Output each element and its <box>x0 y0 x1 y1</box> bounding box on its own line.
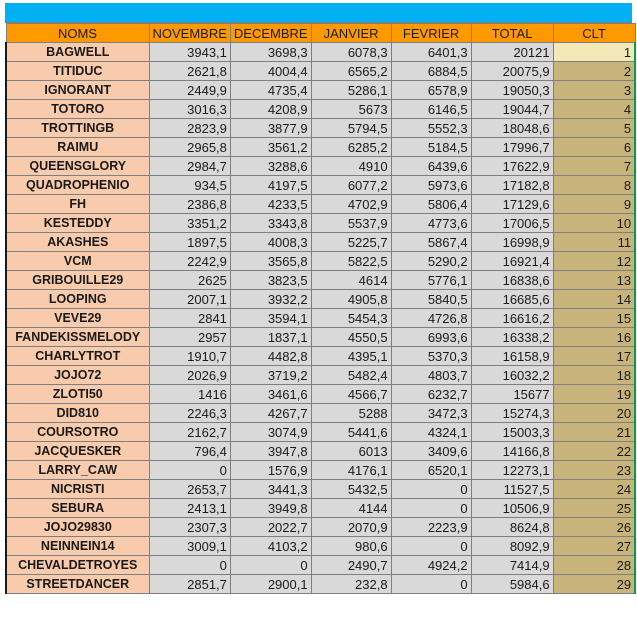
header-fevrier[interactable]: FEVRIER <box>391 24 471 43</box>
cell-total[interactable]: 15274,3 <box>471 404 553 423</box>
cell-name[interactable]: FANDEKISSMELODY <box>6 328 149 347</box>
table-row <box>6 499 635 518</box>
cell-fevrier[interactable]: 5776,1 <box>391 271 471 290</box>
cell-decembre[interactable]: 3441,3 <box>230 480 311 499</box>
cell-novembre[interactable]: 1897,5 <box>149 233 230 252</box>
cell-janvier[interactable]: 4566,7 <box>311 385 391 404</box>
cell-total[interactable]: 17622,9 <box>471 157 553 176</box>
cell-name[interactable]: LARRY_CAW <box>6 461 149 480</box>
cell-fevrier[interactable]: 5973,6 <box>391 176 471 195</box>
cell-name[interactable]: KESTEDDY <box>6 214 149 233</box>
cell-name[interactable]: TROTTINGB <box>6 119 149 138</box>
cell-name[interactable]: NEINNEIN14 <box>6 537 149 556</box>
cell-total[interactable]: 15003,3 <box>471 423 553 442</box>
cell-novembre[interactable]: 2413,1 <box>149 499 230 518</box>
cell-janvier[interactable]: 232,8 <box>311 575 391 594</box>
cell-total[interactable]: 17129,6 <box>471 195 553 214</box>
cell-novembre[interactable]: 2307,3 <box>149 518 230 537</box>
cell-novembre[interactable]: 3009,1 <box>149 537 230 556</box>
cell-janvier[interactable]: 5288 <box>311 404 391 423</box>
cell-fevrier[interactable]: 6520,1 <box>391 461 471 480</box>
table-row <box>6 157 635 176</box>
table-row <box>6 252 635 271</box>
cell-clt[interactable]: 13 <box>553 271 635 290</box>
table-row <box>6 366 635 385</box>
cell-total[interactable]: 16921,4 <box>471 252 553 271</box>
table-row <box>6 309 635 328</box>
cell-name[interactable]: CHEVALDETROYES <box>6 556 149 575</box>
cell-decembre[interactable]: 0 <box>230 556 311 575</box>
table-row <box>6 176 635 195</box>
table-row <box>6 404 635 423</box>
cell-total[interactable]: 14166,8 <box>471 442 553 461</box>
cell-total[interactable]: 16998,9 <box>471 233 553 252</box>
cell-novembre[interactable]: 2957 <box>149 328 230 347</box>
cell-decembre[interactable]: 3461,6 <box>230 385 311 404</box>
table-row <box>6 119 635 138</box>
cell-name[interactable]: ZLOTI50 <box>6 385 149 404</box>
cell-name[interactable]: NICRISTI <box>6 480 149 499</box>
cell-janvier[interactable]: 5794,5 <box>311 119 391 138</box>
table-row <box>6 290 635 309</box>
cell-name[interactable]: IGNORANT <box>6 81 149 100</box>
cell-fevrier[interactable]: 6884,5 <box>391 62 471 81</box>
cell-total[interactable]: 7414,9 <box>471 556 553 575</box>
cell-total[interactable]: 16685,6 <box>471 290 553 309</box>
cell-fevrier[interactable]: 4924,2 <box>391 556 471 575</box>
cell-clt[interactable]: 24 <box>553 480 635 499</box>
cell-total[interactable]: 16158,9 <box>471 347 553 366</box>
cell-janvier[interactable]: 5225,7 <box>311 233 391 252</box>
cell-clt[interactable]: 16 <box>553 328 635 347</box>
cell-total[interactable]: 19050,3 <box>471 81 553 100</box>
cell-name[interactable]: TITIDUC <box>6 62 149 81</box>
cell-total[interactable]: 20121 <box>471 43 553 62</box>
header-decembre[interactable]: DECEMBRE <box>230 24 311 43</box>
cell-total[interactable]: 15677 <box>471 385 553 404</box>
cell-janvier[interactable]: 5537,9 <box>311 214 391 233</box>
cell-novembre[interactable]: 2162,7 <box>149 423 230 442</box>
cell-novembre[interactable]: 2246,3 <box>149 404 230 423</box>
cell-name[interactable]: DID810 <box>6 404 149 423</box>
cell-decembre[interactable]: 4735,4 <box>230 81 311 100</box>
table-row <box>6 195 635 214</box>
cell-total[interactable]: 20075,9 <box>471 62 553 81</box>
cell-fevrier[interactable]: 6578,9 <box>391 81 471 100</box>
cell-fevrier[interactable]: 2223,9 <box>391 518 471 537</box>
cell-name[interactable]: TOTORO <box>6 100 149 119</box>
cell-decembre[interactable]: 3698,3 <box>230 43 311 62</box>
header-total[interactable]: TOTAL <box>471 24 553 43</box>
cell-fevrier[interactable]: 6232,7 <box>391 385 471 404</box>
cell-fevrier[interactable]: 5867,4 <box>391 233 471 252</box>
cell-janvier[interactable]: 4144 <box>311 499 391 518</box>
cell-name[interactable]: GRIBOUILLE29 <box>6 271 149 290</box>
cell-clt[interactable]: 3 <box>553 81 635 100</box>
cell-janvier[interactable]: 5454,3 <box>311 309 391 328</box>
table-row <box>6 480 635 499</box>
cell-clt[interactable]: 22 <box>553 442 635 461</box>
cell-clt[interactable]: 7 <box>553 157 635 176</box>
cell-fevrier[interactable]: 4726,8 <box>391 309 471 328</box>
cell-novembre[interactable]: 934,5 <box>149 176 230 195</box>
cell-decembre[interactable]: 3561,2 <box>230 138 311 157</box>
table-row <box>6 138 635 157</box>
cell-decembre[interactable]: 3565,8 <box>230 252 311 271</box>
cell-total[interactable]: 17006,5 <box>471 214 553 233</box>
cell-novembre[interactable]: 1910,7 <box>149 347 230 366</box>
cell-name[interactable]: FH <box>6 195 149 214</box>
cell-novembre[interactable]: 2621,8 <box>149 62 230 81</box>
cell-novembre[interactable]: 2007,1 <box>149 290 230 309</box>
table-row <box>6 518 635 537</box>
table-row <box>6 556 635 575</box>
cell-fevrier[interactable]: 3472,3 <box>391 404 471 423</box>
table-row <box>6 43 635 62</box>
table-row <box>6 575 635 594</box>
cell-name[interactable]: STREETDANCER <box>6 575 149 594</box>
cell-total[interactable]: 19044,7 <box>471 100 553 119</box>
cell-clt[interactable]: 2 <box>553 62 635 81</box>
cell-decembre[interactable]: 3288,6 <box>230 157 311 176</box>
cell-total[interactable]: 16338,2 <box>471 328 553 347</box>
cell-total[interactable]: 16032,2 <box>471 366 553 385</box>
table-row <box>6 328 635 347</box>
cell-name[interactable]: AKASHES <box>6 233 149 252</box>
cell-fevrier[interactable]: 0 <box>391 480 471 499</box>
cell-decembre[interactable]: 4208,9 <box>230 100 311 119</box>
table-row <box>6 62 635 81</box>
cell-novembre[interactable]: 0 <box>149 461 230 480</box>
table-row <box>6 81 635 100</box>
cell-total[interactable]: 17182,8 <box>471 176 553 195</box>
cell-fevrier[interactable]: 5370,3 <box>391 347 471 366</box>
cell-decembre[interactable]: 3947,8 <box>230 442 311 461</box>
cell-janvier[interactable]: 2070,9 <box>311 518 391 537</box>
header-janvier[interactable]: JANVIER <box>311 24 391 43</box>
cell-janvier[interactable]: 5432,5 <box>311 480 391 499</box>
cell-name[interactable]: VCM <box>6 252 149 271</box>
cell-clt[interactable]: 20 <box>553 404 635 423</box>
cell-decembre[interactable]: 4197,5 <box>230 176 311 195</box>
table-row <box>6 347 635 366</box>
cell-clt[interactable]: 25 <box>553 499 635 518</box>
cell-total[interactable]: 8624,8 <box>471 518 553 537</box>
cell-fevrier[interactable]: 6993,6 <box>391 328 471 347</box>
header-novembre[interactable]: NOVEMBRE <box>149 24 230 43</box>
cell-decembre[interactable]: 3932,2 <box>230 290 311 309</box>
cell-decembre[interactable]: 4233,5 <box>230 195 311 214</box>
cell-novembre[interactable]: 2242,9 <box>149 252 230 271</box>
cell-decembre[interactable]: 4004,4 <box>230 62 311 81</box>
cell-decembre[interactable]: 3949,8 <box>230 499 311 518</box>
cell-clt[interactable]: 21 <box>553 423 635 442</box>
cell-fevrier[interactable]: 5840,5 <box>391 290 471 309</box>
table-row <box>6 461 635 480</box>
cell-name[interactable]: CHARLYTROT <box>6 347 149 366</box>
cell-clt[interactable]: 29 <box>553 575 635 594</box>
cell-janvier[interactable]: 5673 <box>311 100 391 119</box>
cell-janvier[interactable]: 4550,5 <box>311 328 391 347</box>
cell-janvier[interactable]: 4905,8 <box>311 290 391 309</box>
cell-decembre[interactable]: 3343,8 <box>230 214 311 233</box>
cell-clt[interactable]: 4 <box>553 100 635 119</box>
cell-fevrier[interactable]: 6401,3 <box>391 43 471 62</box>
cell-janvier[interactable]: 980,6 <box>311 537 391 556</box>
cell-fevrier[interactable]: 5806,4 <box>391 195 471 214</box>
cell-clt[interactable]: 6 <box>553 138 635 157</box>
cell-novembre[interactable]: 2449,9 <box>149 81 230 100</box>
table-row <box>6 423 635 442</box>
cell-fevrier[interactable]: 0 <box>391 499 471 518</box>
cell-fevrier[interactable]: 5552,3 <box>391 119 471 138</box>
table-row <box>6 271 635 290</box>
cell-clt[interactable]: 9 <box>553 195 635 214</box>
cell-fevrier[interactable]: 4324,1 <box>391 423 471 442</box>
cell-name[interactable]: BAGWELL <box>6 43 149 62</box>
cell-decembre[interactable]: 4103,2 <box>230 537 311 556</box>
cell-clt[interactable]: 15 <box>553 309 635 328</box>
cell-janvier[interactable]: 4910 <box>311 157 391 176</box>
cell-name[interactable]: COURSOTRO <box>6 423 149 442</box>
cell-novembre[interactable]: 2984,7 <box>149 157 230 176</box>
cell-name[interactable]: RAIMU <box>6 138 149 157</box>
cell-fevrier[interactable]: 3409,6 <box>391 442 471 461</box>
cell-fevrier[interactable]: 0 <box>391 537 471 556</box>
header-row <box>6 24 635 43</box>
cell-janvier[interactable]: 6565,2 <box>311 62 391 81</box>
cell-name[interactable]: JACQUESKER <box>6 442 149 461</box>
cell-novembre[interactable]: 3943,1 <box>149 43 230 62</box>
cell-janvier[interactable]: 6013 <box>311 442 391 461</box>
cell-janvier[interactable]: 5286,1 <box>311 81 391 100</box>
cell-clt[interactable]: 12 <box>553 252 635 271</box>
cell-janvier[interactable]: 4395,1 <box>311 347 391 366</box>
table-row <box>6 214 635 233</box>
ranking-table <box>5 23 636 594</box>
cell-fevrier[interactable]: 6146,5 <box>391 100 471 119</box>
cell-novembre[interactable]: 2386,8 <box>149 195 230 214</box>
cell-total[interactable]: 16838,6 <box>471 271 553 290</box>
cell-total[interactable]: 8092,9 <box>471 537 553 556</box>
cell-janvier[interactable]: 6285,2 <box>311 138 391 157</box>
cell-name[interactable]: VEVE29 <box>6 309 149 328</box>
table-row <box>6 385 635 404</box>
cell-clt[interactable]: 10 <box>553 214 635 233</box>
cell-total[interactable]: 16616,2 <box>471 309 553 328</box>
cell-clt[interactable]: 19 <box>553 385 635 404</box>
cell-fevrier[interactable]: 5290,2 <box>391 252 471 271</box>
cell-total[interactable]: 5984,6 <box>471 575 553 594</box>
cell-novembre[interactable]: 3351,2 <box>149 214 230 233</box>
cell-janvier[interactable]: 5482,4 <box>311 366 391 385</box>
header-banner <box>5 3 632 23</box>
cell-total[interactable]: 10506,9 <box>471 499 553 518</box>
table-row <box>6 233 635 252</box>
cell-total[interactable]: 11527,5 <box>471 480 553 499</box>
cell-janvier[interactable]: 4702,9 <box>311 195 391 214</box>
cell-clt[interactable]: 17 <box>553 347 635 366</box>
cell-decembre[interactable]: 2900,1 <box>230 575 311 594</box>
cell-novembre[interactable]: 1416 <box>149 385 230 404</box>
cell-novembre[interactable]: 2965,8 <box>149 138 230 157</box>
cell-novembre[interactable]: 2851,7 <box>149 575 230 594</box>
cell-clt[interactable]: 14 <box>553 290 635 309</box>
cell-fevrier[interactable]: 0 <box>391 575 471 594</box>
cell-janvier[interactable]: 4176,1 <box>311 461 391 480</box>
cell-fevrier[interactable]: 4803,7 <box>391 366 471 385</box>
cell-janvier[interactable]: 4614 <box>311 271 391 290</box>
cell-total[interactable]: 18048,6 <box>471 119 553 138</box>
cell-clt[interactable]: 5 <box>553 119 635 138</box>
table-row <box>6 100 635 119</box>
cell-name[interactable]: LOOPING <box>6 290 149 309</box>
cell-name[interactable]: JOJO72 <box>6 366 149 385</box>
cell-decembre[interactable]: 4008,3 <box>230 233 311 252</box>
cell-name[interactable]: QUEENSGLORY <box>6 157 149 176</box>
cell-name[interactable]: JOJO29830 <box>6 518 149 537</box>
cell-novembre[interactable]: 2026,9 <box>149 366 230 385</box>
cell-novembre[interactable]: 2841 <box>149 309 230 328</box>
cell-decembre[interactable]: 2022,7 <box>230 518 311 537</box>
cell-decembre[interactable]: 3823,5 <box>230 271 311 290</box>
cell-decembre[interactable]: 3877,9 <box>230 119 311 138</box>
cell-decembre[interactable]: 3074,9 <box>230 423 311 442</box>
cell-novembre[interactable]: 2823,9 <box>149 119 230 138</box>
cell-clt[interactable]: 28 <box>553 556 635 575</box>
cell-fevrier[interactable]: 5184,5 <box>391 138 471 157</box>
cell-novembre[interactable]: 3016,3 <box>149 100 230 119</box>
cell-clt[interactable]: 27 <box>553 537 635 556</box>
cell-name[interactable]: QUADROPHENIO <box>6 176 149 195</box>
cell-clt[interactable]: 8 <box>553 176 635 195</box>
cell-janvier[interactable]: 2490,7 <box>311 556 391 575</box>
cell-janvier[interactable]: 5822,5 <box>311 252 391 271</box>
cell-fevrier[interactable]: 4773,6 <box>391 214 471 233</box>
cell-decembre[interactable]: 4267,7 <box>230 404 311 423</box>
cell-clt[interactable]: 18 <box>553 366 635 385</box>
cell-janvier[interactable]: 5441,6 <box>311 423 391 442</box>
table-row <box>6 537 635 556</box>
cell-janvier[interactable]: 6078,3 <box>311 43 391 62</box>
cell-decembre[interactable]: 1576,9 <box>230 461 311 480</box>
cell-decembre[interactable]: 3719,2 <box>230 366 311 385</box>
cell-total[interactable]: 17996,7 <box>471 138 553 157</box>
cell-clt[interactable]: 11 <box>553 233 635 252</box>
cell-novembre[interactable]: 2653,7 <box>149 480 230 499</box>
cell-janvier[interactable]: 6077,2 <box>311 176 391 195</box>
cell-fevrier[interactable]: 6439,6 <box>391 157 471 176</box>
header-noms[interactable]: NOMS <box>6 24 149 43</box>
cell-novembre[interactable]: 0 <box>149 556 230 575</box>
header-clt[interactable]: CLT <box>553 24 635 43</box>
cell-novembre[interactable]: 796,4 <box>149 442 230 461</box>
cell-total[interactable]: 12273,1 <box>471 461 553 480</box>
cell-clt[interactable]: 1 <box>553 43 635 62</box>
cell-decembre[interactable]: 4482,8 <box>230 347 311 366</box>
cell-decembre[interactable]: 1837,1 <box>230 328 311 347</box>
cell-novembre[interactable]: 2625 <box>149 271 230 290</box>
cell-name[interactable]: SEBURA <box>6 499 149 518</box>
cell-clt[interactable]: 26 <box>553 518 635 537</box>
cell-clt[interactable]: 23 <box>553 461 635 480</box>
table-row <box>6 442 635 461</box>
cell-decembre[interactable]: 3594,1 <box>230 309 311 328</box>
